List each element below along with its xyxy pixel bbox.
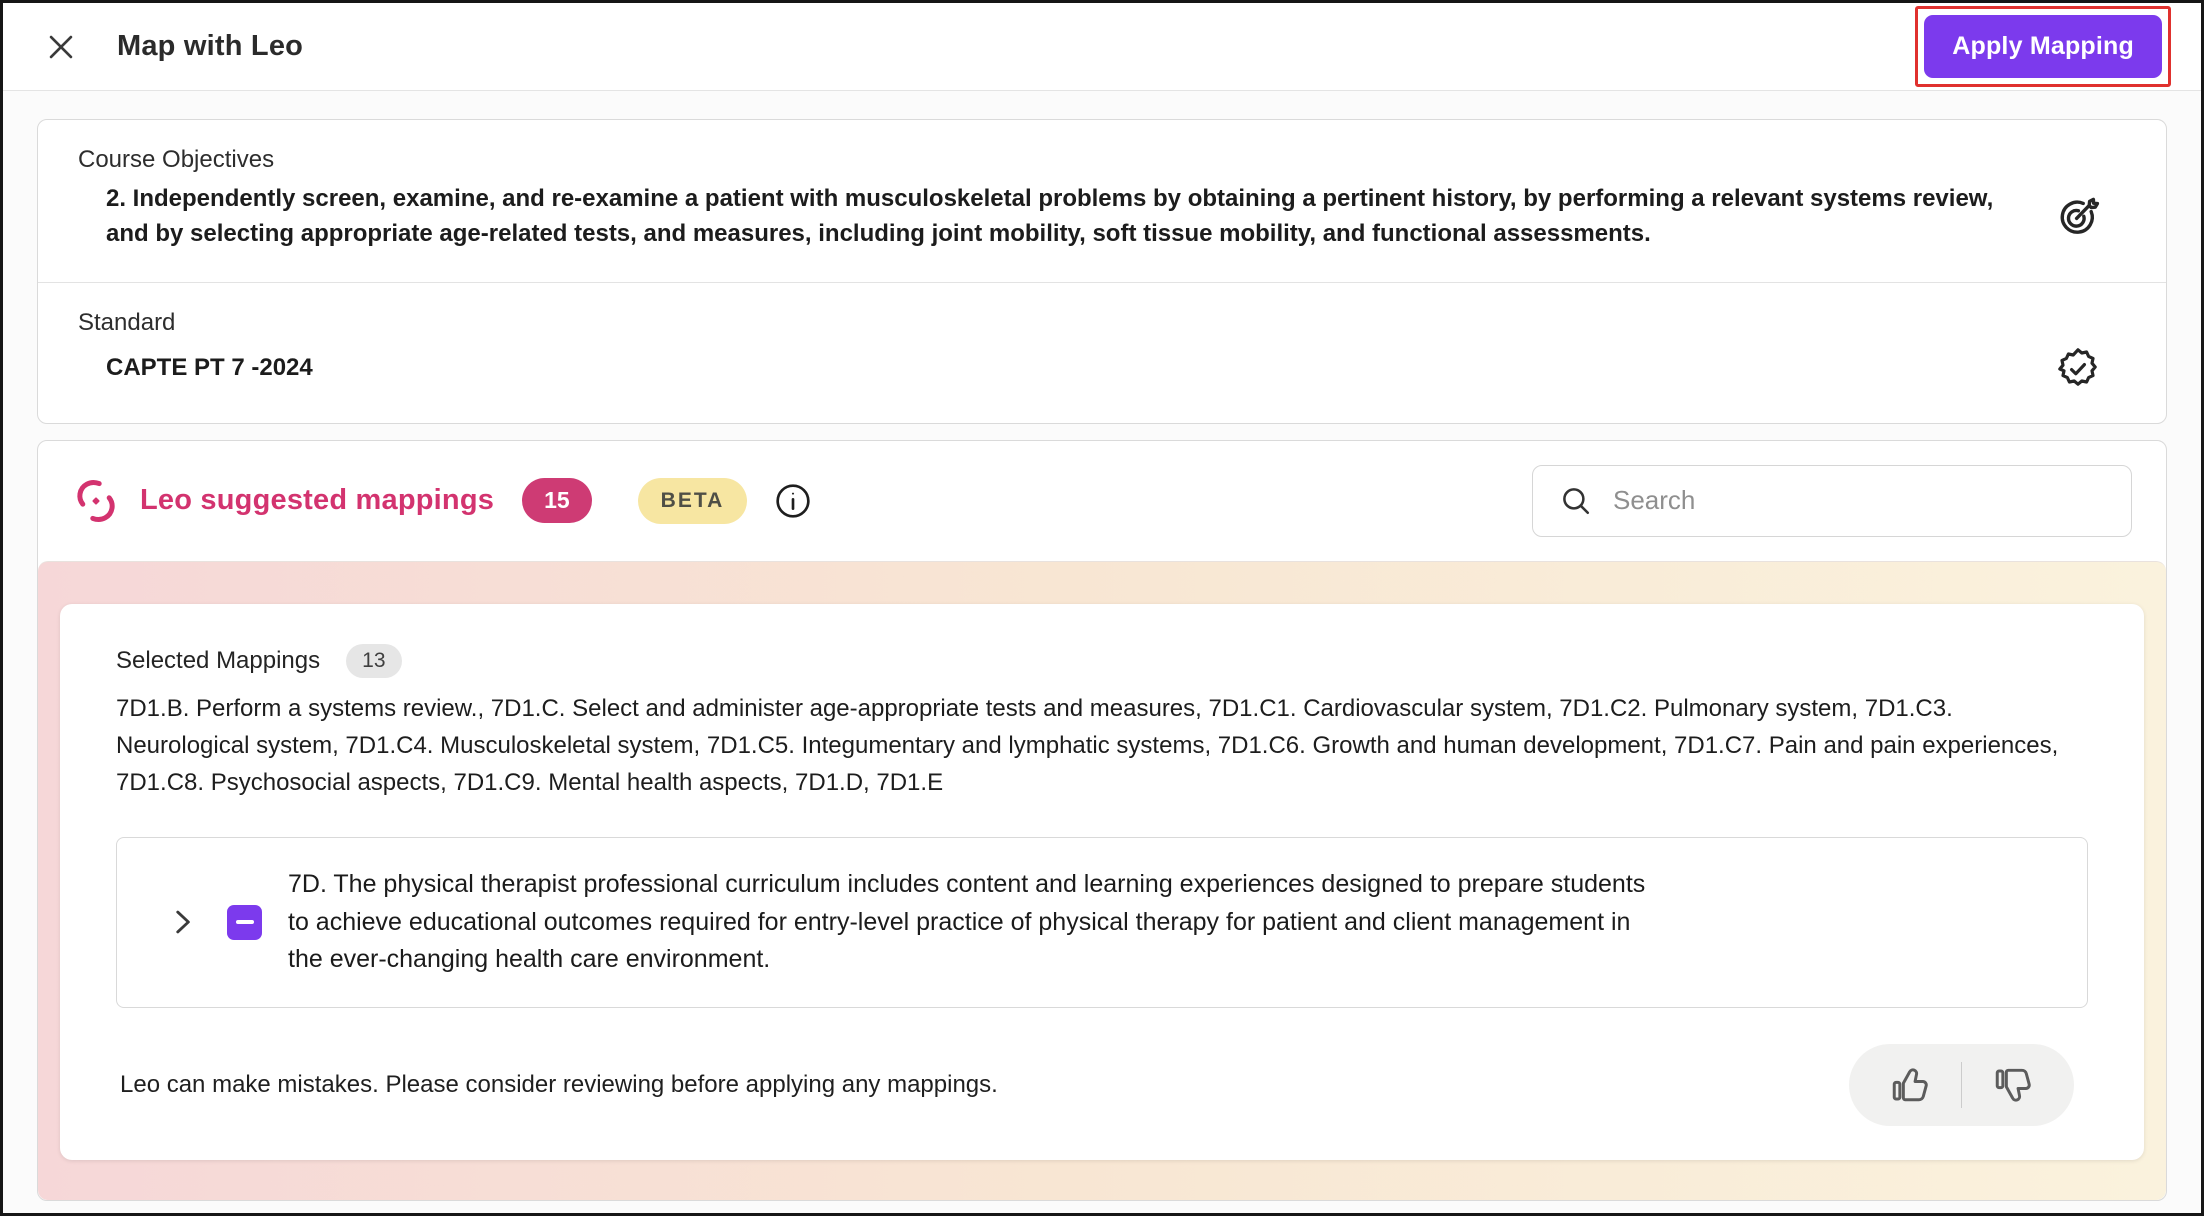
search-input[interactable] <box>1613 485 2105 516</box>
suggestion-gradient-panel <box>38 561 2166 1200</box>
feedback-controls <box>1849 1044 2075 1126</box>
feedback-divider <box>1961 1062 1963 1108</box>
search-icon <box>1559 484 1593 518</box>
dialog-title: Map with Leo <box>117 30 304 62</box>
beta-badge: BETA <box>638 478 748 524</box>
leo-suggestions-card <box>37 440 2167 1201</box>
standard-value: CAPTE PT 7 -2024 <box>106 354 313 382</box>
info-button[interactable] <box>773 481 813 521</box>
indeterminate-dash <box>236 920 254 924</box>
thumbs-down-icon <box>1992 1064 2034 1106</box>
thumbs-up-button[interactable] <box>1889 1064 1931 1106</box>
course-objectives-label: Course Objectives <box>78 146 275 173</box>
search-box[interactable] <box>1532 465 2132 537</box>
leo-suggestions-title: Leo suggested mappings <box>140 484 495 517</box>
close-button[interactable] <box>39 25 83 69</box>
course-objectives-section <box>38 120 2166 282</box>
checkbox-indeterminate[interactable] <box>227 905 262 940</box>
dialog-header <box>3 3 2201 91</box>
selected-mappings-count-badge: 13 <box>346 644 401 678</box>
target-icon <box>2030 193 2126 241</box>
selected-mappings-list: 7D1.B. Perform a systems review., 7D1.C. Select and administer age-appropriate tests and measures, 7D1.C1. Cardiovascular system, 7D1.C2. Pulmonary system, 7D1.C3. Neurological system, 7D1.C4. Musculoskeletal system, 7D1.C5. Integumentary and lymphatic systems, 7D1.C6. Growth and human development, 7D1.C7. Pain and pain experiences, 7D1.C8. Psychosocial aspects, 7D1.C9. Mental health aspects, 7D1.D, 7D1.E <box>116 694 2059 796</box>
close-icon <box>44 30 78 64</box>
leo-suggestions-header <box>38 441 2166 561</box>
standard-label: Standard <box>78 308 176 336</box>
thumbs-down-button[interactable] <box>1992 1064 2034 1106</box>
red-annotation-highlight <box>1915 6 2171 87</box>
standard-section <box>38 283 2166 423</box>
expand-row-button[interactable] <box>159 899 205 945</box>
suggestion-content-card <box>60 604 2144 1160</box>
chevron-right-icon <box>165 905 199 939</box>
leo-logo-icon <box>72 477 120 525</box>
thumbs-up-icon <box>1889 1064 1931 1106</box>
apply-mapping-button[interactable]: Apply Mapping <box>1924 15 2162 78</box>
info-icon <box>773 481 813 521</box>
context-card <box>37 119 2167 424</box>
selected-mappings-label: Selected Mappings <box>116 646 321 674</box>
verified-badge-icon <box>2030 345 2126 393</box>
suggestion-count-badge: 15 <box>522 478 592 523</box>
mapping-tree-row <box>116 837 2088 1008</box>
course-objective-text: 2. Independently screen, examine, and re-examine a patient with musculoskeletal problems by obtaining a pertinent history, by performing a relevant systems review, and by selecting appropriate age-related tests, and measures, including joint mobility, soft tissue mobility, and functional assessments. <box>106 185 1994 247</box>
mapping-node-text: 7D. The physical therapist professional curriculum includes content and learning experiences designed to prepare students to achieve educational outcomes required for entry-level practice of physical therapy for patient and client management in the ever-changing health care environment. <box>288 870 1646 974</box>
dialog-body <box>3 91 2201 1213</box>
disclaimer-text: Leo can make mistakes. Please consider reviewing before applying any mappings. <box>120 1070 998 1098</box>
